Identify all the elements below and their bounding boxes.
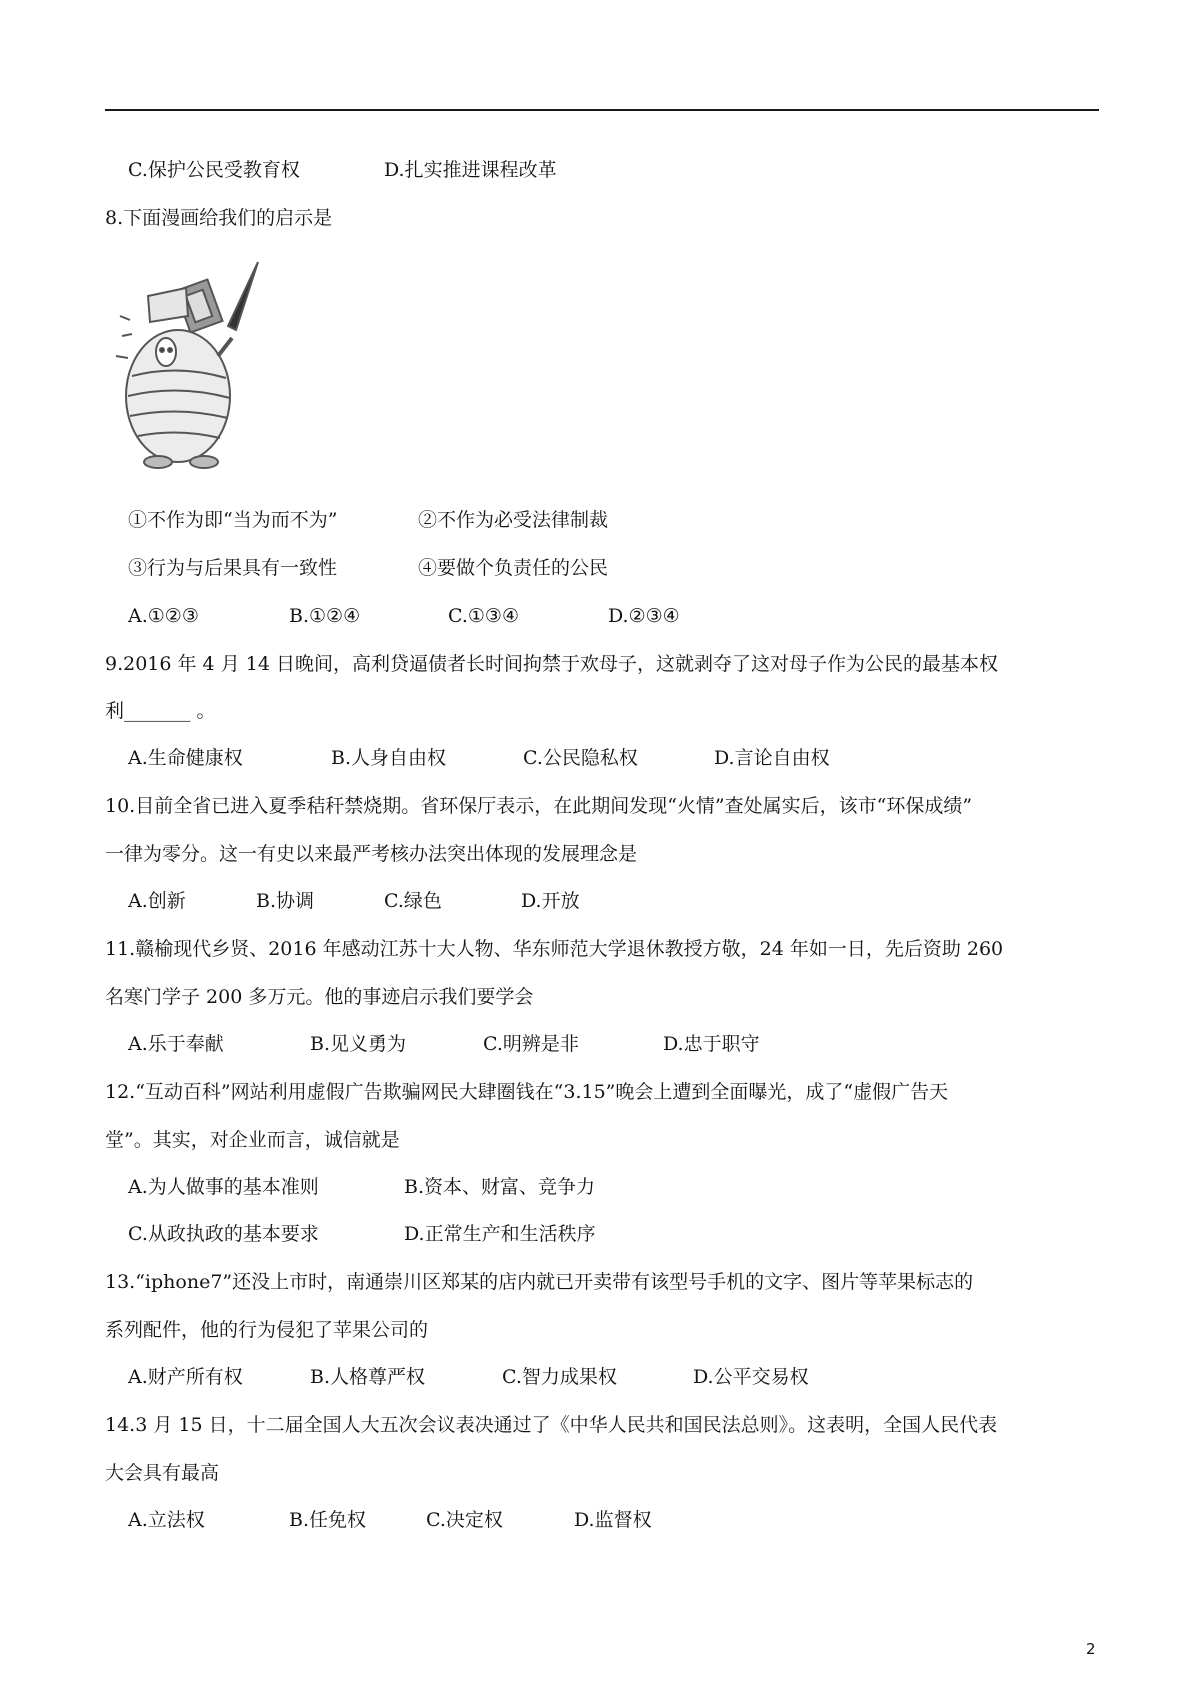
q11-option-d: D.忠于职守: [663, 1033, 760, 1055]
q14-option-b: B.任免权: [289, 1509, 367, 1531]
q14-option-c: C.决定权: [426, 1509, 503, 1531]
q9-stem-line1: 9.2016 年 4 月 14 日晚间，高利贷逼债者长时间拘禁于欢母子，这就剥夺了这对母子作为公民的最基本权: [105, 653, 998, 675]
q10-option-b: B.协调: [256, 890, 315, 912]
header-rule: [105, 109, 1099, 111]
q8-option-c: C.①③④: [448, 605, 519, 627]
q14-option-d: D.监督权: [574, 1509, 652, 1531]
q11-option-c: C.明辨是非: [483, 1033, 579, 1055]
q13-option-a: A.财产所有权: [128, 1366, 243, 1388]
q9-option-b: B.人身自由权: [331, 747, 447, 769]
q12-option-c: C.从政执政的基本要求: [128, 1223, 319, 1245]
q8-statement-3: ③行为与后果具有一致性: [128, 557, 338, 579]
q7-option-c: C.保护公民受教育权: [128, 159, 300, 181]
q14-stem-line1: 14.3 月 15 日，十二届全国人大五次会议表决通过了《中华人民共和国民法总则》。这表明，全国人民代表: [105, 1414, 998, 1436]
q12-option-d: D.正常生产和生活秩序: [404, 1223, 596, 1245]
q13-stem-line2: 系列配件，他的行为侵犯了苹果公司的: [105, 1319, 429, 1341]
q9-stem-line2: 利_______ 。: [105, 700, 216, 722]
q13-option-c: C.智力成果权: [502, 1366, 617, 1388]
q12-stem-line1: 12.“互动百科”网站利用虚假广告欺骗网民大肆圈钱在“3.15”晚会上遭到全面曝光，成了“虚假广告天: [105, 1081, 949, 1103]
q13-stem-line1: 13.“iphone7”还没上市时，南通崇川区郑某的店内就已开卖带有该型号手机的文字、图片等苹果标志的: [105, 1271, 974, 1293]
q14-option-a: A.立法权: [128, 1509, 205, 1531]
q11-option-a: A.乐于奉献: [128, 1033, 224, 1055]
q8-option-d: D.②③④: [608, 605, 680, 627]
q12-stem-line2: 堂”。其实，对企业而言，诚信就是: [105, 1129, 400, 1151]
q10-option-a: A.创新: [128, 890, 186, 912]
q11-stem-line1: 11.赣榆现代乡贤、2016 年感动江苏十大人物、华东师范大学退休教授方敬，24 年如一日，先后资助 260: [105, 938, 1004, 960]
q11-stem-line2: 名寒门学子 200 多万元。他的事迹启示我们要学会: [105, 986, 534, 1008]
q10-stem-line2: 一律为零分。这一有史以来最严考核办法突出体现的发展理念是: [105, 843, 638, 865]
q8-option-a: A.①②③: [128, 605, 199, 627]
q11-option-b: B.见义勇为: [310, 1033, 407, 1055]
q10-option-d: D.开放: [521, 890, 580, 912]
q14-stem-line2: 大会具有最高: [105, 1462, 220, 1484]
q9-option-a: A.生命健康权: [128, 747, 243, 769]
q8-option-b: B.①②④: [289, 605, 361, 627]
q8-statement-4: ④要做个负责任的公民: [418, 557, 609, 579]
q12-option-b: B.资本、财富、竞争力: [404, 1176, 596, 1198]
q9-option-c: C.公民隐私权: [523, 747, 638, 769]
q12-option-a: A.为人做事的基本准则: [128, 1176, 319, 1198]
q8-statement-2: ②不作为必受法律制裁: [418, 509, 609, 531]
q13-option-b: B.人格尊严权: [310, 1366, 426, 1388]
q10-option-c: C.绿色: [384, 890, 442, 912]
q13-option-d: D.公平交易权: [693, 1366, 809, 1388]
q8-stem: 8.下面漫画给我们的启示是: [105, 207, 333, 229]
cartoon-illustration: [108, 256, 268, 471]
q7-option-d: D.扎实推进课程改革: [384, 159, 557, 181]
q10-stem-line1: 10.目前全省已进入夏季秸秆禁烧期。省环保厅表示，在此期间发现“火情”查处属实后，该市“环保成绩”: [105, 795, 973, 817]
q8-statement-1: ①不作为即“当为而不为”: [128, 509, 338, 531]
page-number: 2: [1086, 1640, 1096, 1658]
q9-option-d: D.言论自由权: [714, 747, 830, 769]
